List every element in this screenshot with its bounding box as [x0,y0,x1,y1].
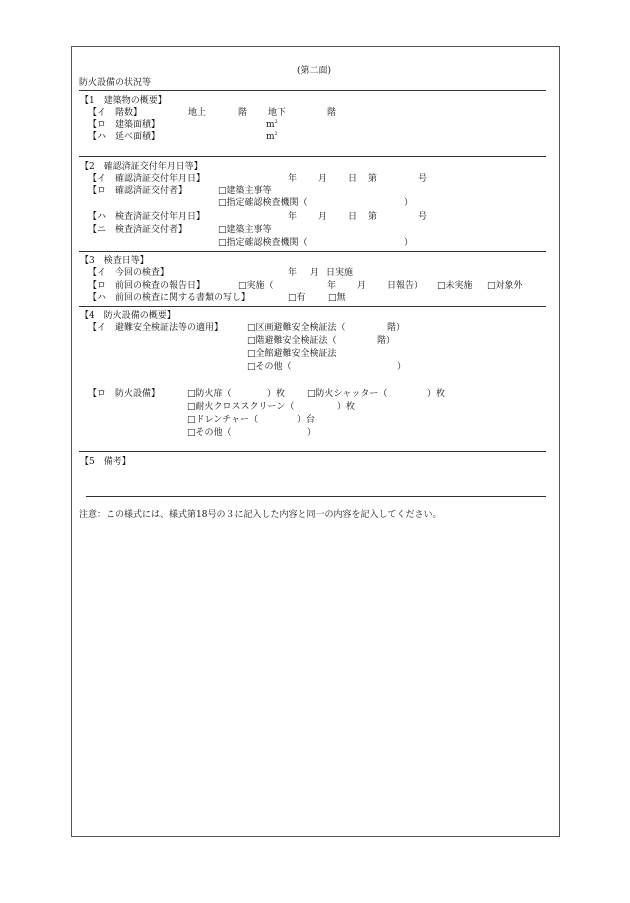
evac-opt-other[interactable]: □その他（ [247,362,292,372]
section-4-divider [79,451,546,452]
equip-opt-other[interactable]: □その他（ [187,428,232,438]
confirm-month: 月 [318,174,328,184]
remarks-divider [86,496,546,497]
previous-year: 年 [327,281,337,291]
inspect-year: 年 [288,212,298,222]
footnote: 注意：この様式には、様式第18号の３に記入した内容と同一の内容を記入してください。 [79,510,442,520]
inspect-day: 日 [348,212,358,222]
total-floor-area-label: 【ハ 延べ面積】 [88,132,161,142]
section-1-divider [79,156,546,157]
current-day: 日実施 [326,268,354,278]
floors-label: 【イ 階数】 [88,108,143,118]
building-area-unit: $m^2$ [266,119,278,130]
section-3-header: 【3 検査日等】 [80,256,149,266]
confirm-date-label: 【イ 確認済証交付年月日】 [88,174,206,184]
confirm-issuer-label: 【ロ 確認済証交付者】 [88,186,188,196]
confirm-opt-building-official[interactable]: □建築主事等 [218,186,272,196]
opt-not-applicable[interactable]: □対象外 [487,281,523,291]
fire-shutter-unit: ）枚 [427,389,446,399]
page-label: (第二面) [297,66,332,76]
evac-other-close: ） [397,362,407,372]
previous-day: 日報告） [387,281,424,291]
form-title: 防火設備の状況等 [79,78,152,88]
below-ground-label: 地下 [268,108,287,118]
confirm-number-suffix: 号 [418,174,428,184]
inspect-agency-close: ） [404,238,414,248]
floor-unit-below: 階 [327,108,337,118]
previous-month: 月 [357,281,367,291]
section-4-header: 【4 防火設備の概要】 [80,311,176,321]
inspect-number-suffix: 号 [418,212,428,222]
opt-yes[interactable]: □有 [288,293,306,303]
equip-opt-drencher[interactable]: □ドレンチャー（ [187,415,259,425]
evac-zone-unit: 階） [387,323,406,333]
inspect-month: 月 [318,212,328,222]
previous-report-label: 【ロ 前回の検査の報告日】 [88,281,206,291]
equip-other-close: ） [307,428,317,438]
section-2-header: 【2 確認済証交付年月日等】 [80,162,203,172]
floor-unit-above: 階 [238,108,248,118]
total-floor-area-unit: $m^2$ [266,131,278,142]
opt-performed[interactable]: □実施（ [238,281,274,291]
current-year: 年 [288,268,298,278]
fire-screen-unit: ）枚 [337,402,356,412]
section-3-divider [79,306,546,307]
fire-equipment-label: 【ロ 防火設備】 [88,389,161,399]
inspect-number-prefix: 第 [368,212,378,222]
building-area-label: 【ロ 建築面積】 [88,120,161,130]
confirm-year: 年 [288,174,298,184]
confirm-number-prefix: 第 [368,174,378,184]
confirm-agency-close: ） [404,198,414,208]
equip-opt-fire-door[interactable]: □防火扉（ [187,389,232,399]
previous-docs-label: 【ハ 前回の検査に関する書類の写し】 [88,293,251,303]
evac-opt-building[interactable]: □全館避難安全検証法 [247,349,337,359]
inspect-date-label: 【ハ 検査済証交付年月日】 [88,212,206,222]
inspect-opt-building-official[interactable]: □建築主事等 [218,225,272,235]
inspect-issuer-label: 【ニ 検査済証交付者】 [88,225,188,235]
section-1-header: 【1 建築物の概要】 [80,96,167,106]
opt-no[interactable]: □無 [328,293,346,303]
equip-opt-fire-shutter[interactable]: □防火シャッター（ [307,389,388,399]
current-month: 月 [310,268,320,278]
evac-method-label: 【イ 避難安全検証法等の適用】 [88,323,224,333]
evac-floor-unit: 階） [377,336,396,346]
evac-opt-floor[interactable]: □階避難安全検証法（ [247,336,337,346]
evac-opt-zone[interactable]: □区画避難安全検証法（ [247,323,346,333]
fire-door-unit: ）枚 [267,389,286,399]
opt-not-performed[interactable]: □未実施 [437,281,473,291]
equip-opt-fire-screen[interactable]: □耐火クロススクリーン（ [187,402,295,412]
confirm-day: 日 [348,174,358,184]
inspect-opt-designated-agency[interactable]: □指定確認検査機関（ [218,238,308,248]
section-5-header: 【5 備考】 [80,457,131,467]
confirm-opt-designated-agency[interactable]: □指定確認検査機関（ [218,198,308,208]
section-2-divider [79,251,546,252]
current-inspection-label: 【イ 今回の検査】 [88,268,170,278]
drencher-unit: ）台 [297,415,316,425]
title-divider [79,90,546,91]
above-ground-label: 地上 [188,108,207,118]
